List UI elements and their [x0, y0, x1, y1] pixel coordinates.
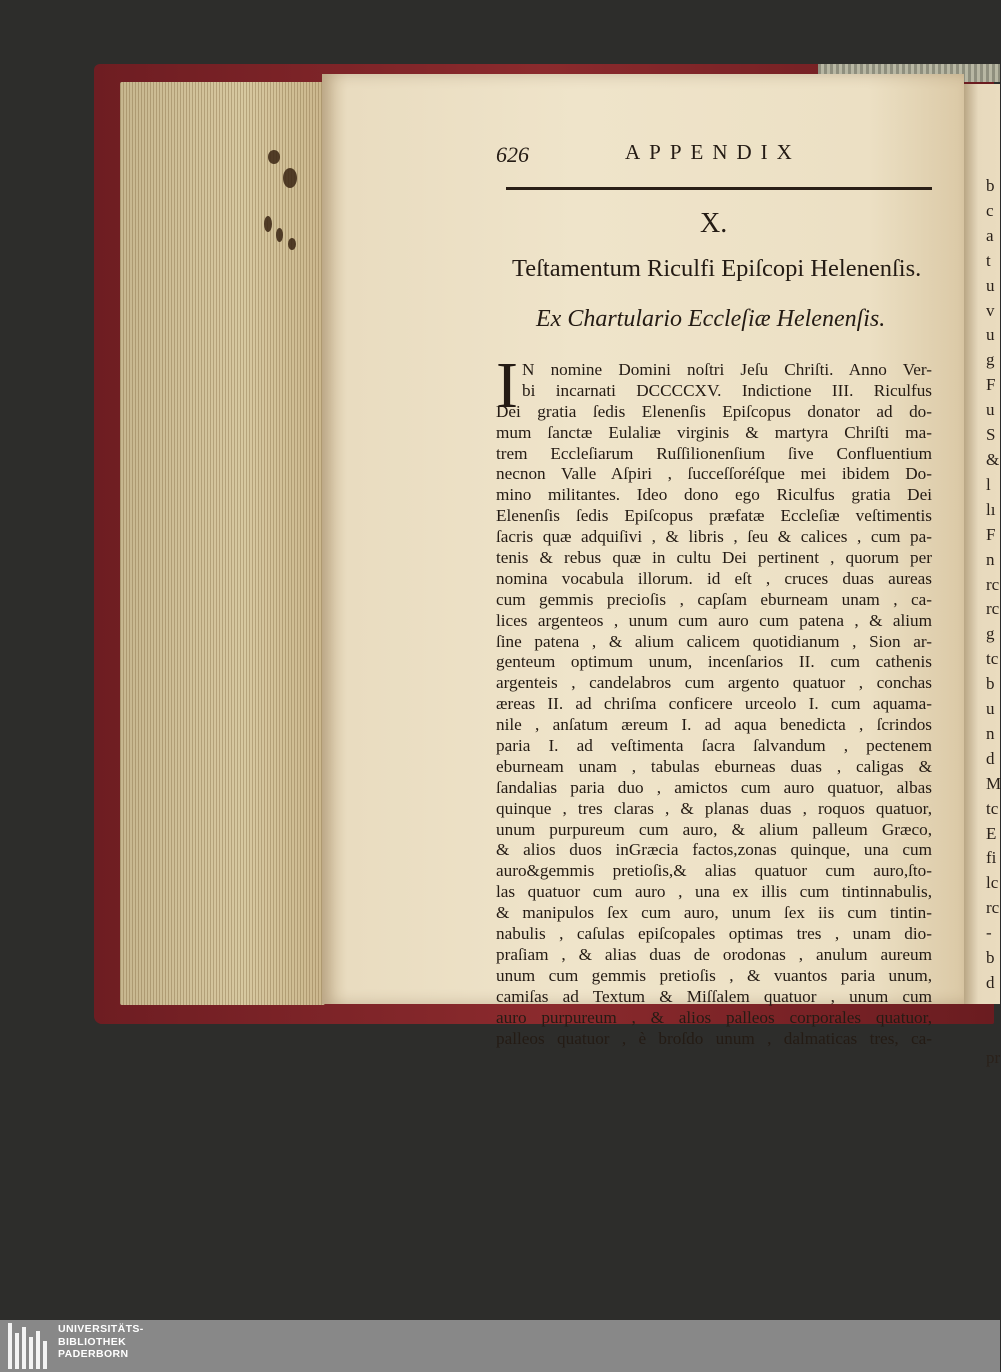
logo-line: UNIVERSITÄTS- [58, 1323, 144, 1335]
body-text [496, 360, 932, 1049]
document-source: Ex Chartulario Eccleſiæ Helenenſis. [536, 306, 886, 332]
text-line: las quatuor cum auro , una ex illis cum tintinnabulis, [496, 882, 932, 902]
text-line: lices argenteos , unum cum auro cum patena , & alium [496, 610, 932, 630]
header-rule [506, 187, 932, 190]
text-line: eburneam unam , tabulas eburneas duas , caligas & [496, 756, 932, 776]
text-line: unum cum gemmis pretioſis , & vuantos paria unum, [496, 965, 932, 985]
ink-stain [276, 228, 283, 242]
logo-line: BIBLIOTHEK [58, 1335, 127, 1348]
document-title: Teſtamentum Riculfi Epiſcopi Helenenſis. [512, 255, 922, 282]
text-line: argenteis , candelabros cum argento quatuor , conchas [496, 673, 932, 693]
ink-stain [283, 168, 297, 188]
facing-page-edge [964, 84, 1001, 1067]
text-line: mum ſanctæ Eulaliæ virginis & martyra Chriſti ma- [496, 422, 932, 442]
text-line: tenis & rebus quæ in cultu Dei pertinent , quorum per [496, 548, 932, 568]
text-line: & alios duos inGræcia factos,zonas quinque, una cum [496, 840, 932, 860]
text-line: æreas II. ad chriſma conficere urceolo I. cum aquama- [496, 694, 932, 714]
text-line: genteum optimum unum, incenſarios II. cum cathenis [496, 652, 932, 672]
text-line: cum gemmis precioſis , capſam eburneam unam , ca- [496, 589, 932, 609]
text-line: ſandalias paria duo , amictos cum auro quatuor, albas [496, 777, 932, 797]
text-line: praſiam , & alias duas de orodonas , anulum aureum [496, 944, 932, 964]
text-line: necnon Valle Aſpiri , ſucceſſoréſque mei ibidem Do- [496, 464, 932, 484]
text-line: N nomine Domini noſtri Jeſu Chriſti. Anno Ver- [522, 360, 932, 379]
running-title: APPENDIX [625, 140, 801, 164]
library-logo-text [58, 1323, 144, 1361]
text-line: auro&gemmis pretioſis,& alias quatuor cum auro,ſto- [496, 861, 932, 881]
page-number: 626 [496, 142, 529, 167]
text-line: paria I. ad veſtimenta ſacra ſalvandum , pectenem [496, 736, 932, 756]
ink-stain [288, 238, 296, 250]
text-line: ſacris quæ adquiſivi , & libris , ſeu & calices , cum pa- [496, 527, 932, 547]
section-number: X. [700, 208, 728, 239]
text-line: nomina vocabula illorum. id eſt , cruces duas aureas [496, 568, 932, 588]
text-line: unum purpureum cum auro, & alium palleum Græco, [496, 819, 932, 839]
text-line: nile , anſatum æreum I. ad aqua benedicta , ſcrindos [496, 715, 932, 735]
facing-page-letters: b c a t u v u g F u S & l lı F n rc rc g tc b u n d M tc E fi lc rc - b d pr [986, 176, 1001, 1067]
text-line: palleos quatuor , è broſdo unum , dalmaticas tres, ca- [496, 1028, 932, 1048]
text-line: trem Eccleſiarum Ruſſilionenſium ſive Confluentium [496, 443, 932, 463]
page-block-edges [120, 82, 325, 1005]
text-line: bi incarnati DCCCCXV. Indictione III. Riculfus [522, 380, 932, 400]
footer-bar [0, 1320, 1000, 1372]
ink-stain [268, 150, 280, 164]
library-logo-icon [8, 1323, 52, 1369]
text-line: nabulis , caſulas epiſcopales optimas tres , unam dio- [496, 924, 932, 944]
text-line: Elenenſis ſedis Epiſcopus præfatæ Eccleſiæ veſtimentis [496, 506, 932, 526]
ink-stain [264, 216, 272, 232]
drop-cap: I [496, 349, 518, 422]
text-line: auro purpureum , & alios palleos corporales quatuor, [496, 1007, 932, 1027]
text-line: quinque , tres claras , & planas duas , roquos quatuor, [496, 798, 932, 818]
text-line: Dei gratia ſedis Elenenſis Epiſcopus donator ad do- [496, 401, 932, 421]
text-line: ſine patena , & alium calicem quotidianum , Sion ar- [496, 631, 932, 651]
text-line: & manipulos ſex cum auro, unum ſex iis cum tintin- [496, 903, 932, 923]
text-line: mino militantes. Ideo dono ego Riculfus gratia Dei [496, 485, 932, 505]
text-line: camiſas ad Textum & Miſſalem quatuor , unum cum [496, 986, 932, 1006]
logo-line: PADERBORN [58, 1348, 129, 1360]
